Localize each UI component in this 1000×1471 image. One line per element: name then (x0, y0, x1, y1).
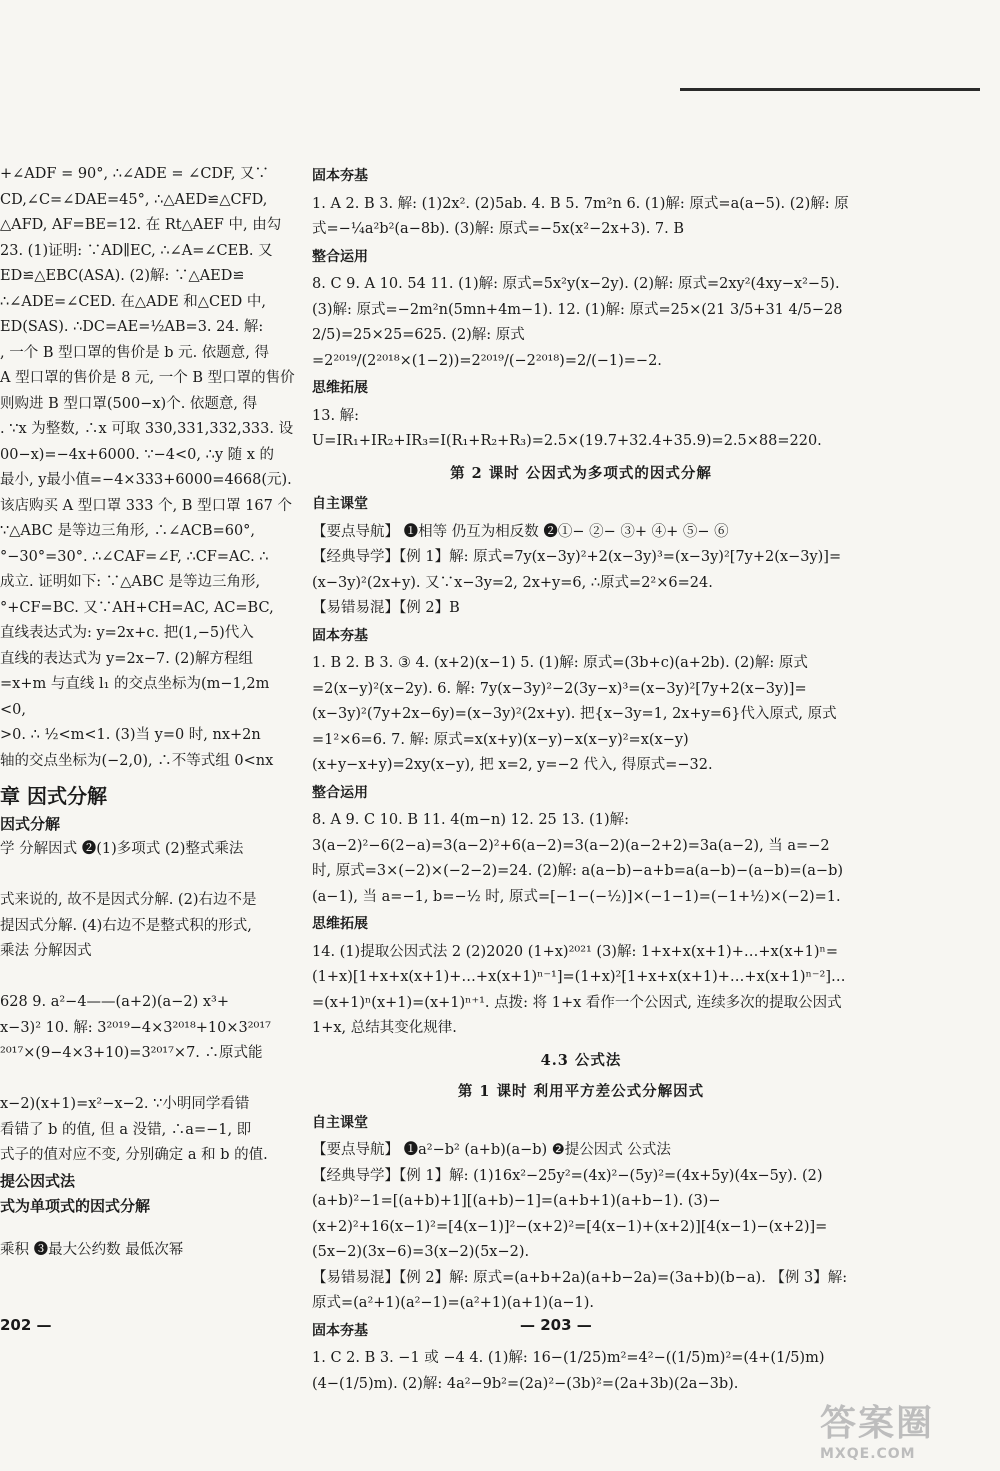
answer-paragraph: 13. 解: U=IR₁+IR₂+IR₃=I(R₁+R₂+R₃)=2.5×(19.7+32.4+35.9)=2.5×88=220. (312, 407, 822, 449)
section-heading: 整合运用 (312, 784, 368, 801)
left-column (0, 162, 300, 1263)
section-heading: 自主课堂 (312, 496, 368, 512)
answer-paragraph: 8. A 9. C 10. B 11. 4(m−n) 12. 25 13. (1)解: 3(a−2)²−6(2−a)=3(a−2)²+6(a−2)=3(a−2)(a−2+2)=3a(a−2), 当 a=−2 时, 原式=3×(−2)×(−2−2)=24. (2)解: a(a−b)−a+b=a(a−b)−(a−b)=(a−b)(a−1), 当 a=−1, b=−½ 时, 原式=[−1−(−½)]×(−1−1)=(−1+½)×(−2)=1. (312, 812, 844, 905)
left-text-line: , 一个 B 型口罩的售价是 b 元. 依题意, 得 (0, 344, 270, 361)
left-text-line: ED(SAS). ∴DC=AE=½AB=3. 24. 解: (0, 319, 264, 335)
left-text-line (0, 863, 300, 889)
left-text-line: A 型口罩的售价是 8 元, 一个 B 型口罩的售价 (0, 370, 295, 386)
left-text-line: 628 9. a²−4——(a+2)(a−2) x³+ (0, 994, 229, 1010)
left-text-line: ED≌△EBC(ASA). (2)解: ∵△AED≌ (0, 268, 245, 284)
section-heading: 思维拓展 (312, 380, 368, 396)
left-text-line: 该店购买 A 型口罩 333 个, B 型口罩 167 个 (0, 497, 292, 514)
left-lines-2 (0, 837, 300, 1169)
left-text-line: ∵△ABC 是等边三角形, ∴∠ACB=60°, (0, 523, 256, 539)
right-blocks (312, 164, 850, 1397)
left-text-line: <0, (0, 701, 26, 718)
top-rule (680, 88, 980, 91)
section-heading: 思维拓展 (312, 916, 368, 932)
left-text-line: 最小, y最小值=−4×333+6000=4668(元). (0, 472, 292, 488)
left-text-line: . ∵x 为整数, ∴x 可取 330,331,332,333. 设 (0, 421, 294, 437)
left-text-line (0, 1067, 300, 1093)
chapter-title: 章 因式分解 (0, 784, 107, 808)
lesson-title: 第 1 课时 利用平方差公式分解因式 (457, 1083, 705, 1100)
left-text-line: 学 分解因式 ❷(1)多项式 (2)整式乘法 (0, 841, 244, 857)
section-title: 因式分解 (0, 814, 61, 833)
answer-paragraph: 1. A 2. B 3. 解: (1)2x². (2)5ab. 4. B 5. 7m²n 6. (1)解: 原式=a(a−5). (2)解: 原式=−¼a²b²(a−8b). (3)解: 原式=−5x(x²−2x+3). 7. B (312, 195, 849, 237)
left-text-line: 提因式分解. (4)右边不是整式积的形式, (0, 917, 252, 934)
left-text-line: 式来说的, 故不是因式分解. (2)右边不是 (0, 892, 257, 908)
lesson-title: 4.3 公式法 (540, 1051, 622, 1069)
answer-paragraph: 14. (1)提取公因式法 2 (2)2020 (1+x)²⁰²¹ (3)解: 1+x+x(x+1)+…+x(x+1)ⁿ=(1+x)[1+x+x(x+1)+…+x(x+1)ⁿ⁻¹]=(1+x)²[1+x+x(x+1)+…+x(x+1)ⁿ⁻²]…=(x+1)ⁿ(x+1)=(x+1)ⁿ⁺¹. 点拨: 将 1+x 看作一个公因式, 连续多次的提取公因式 1+x, 总结其变化规律. (312, 943, 846, 1036)
left-text-line: 直线表达式为: y=2x+c. 把(1,−5)代入 (0, 625, 254, 641)
left-text-line: °−30°=30°. ∴∠CAF=∠F, ∴CF=AC. ∴ (0, 548, 269, 565)
left-text-line: 式子的值对应不变, 分别确定 a 和 b 的值. (0, 1147, 268, 1163)
left-text-line: +∠ADF = 90°, ∴∠ADE = ∠CDF, 又∵ (0, 166, 270, 182)
watermark-logo: 答案圈 (820, 1403, 935, 1444)
left-lines (0, 162, 300, 774)
answer-paragraph: 【要点导航】 ❶相等 仍互为相反数 ❷①− ②− ③+ ④+ ⑤− ⑥ (312, 523, 729, 540)
section-heading: 自主课堂 (312, 1114, 368, 1131)
lesson-title: 第 2 课时 公因式为多项式的因式分解 (450, 464, 712, 482)
answer-paragraph: 【易错易混】【例 2】解: 原式=(a+b+2a)(a+b−2a)=(3a+b)(b−a). 【例 3】解: 原式=(a²+1)(a²−1)=(a²+1)(a+1)(a−1). (312, 1269, 848, 1311)
left-text-line: 直线的表达式为 y=2x−7. (2)解方程组 (0, 650, 253, 667)
page-number-left: 202 — (0, 1316, 52, 1334)
section2-title: 提公因式法 (0, 1171, 76, 1190)
left-text-line (0, 965, 300, 991)
answer-paragraph: 1. C 2. B 3. −1 或 −4 4. (1)解: 16−(1/25)m²=4²−((1/5)m)²=(4+(1/5)m)(4−(1/5)m). (2)解: 4a²−9b²=(2a)²−(3b)²=(2a+3b)(2a−3b). (312, 1350, 825, 1392)
section-heading: 固本夯基 (312, 627, 368, 644)
section-heading: 固本夯基 (312, 168, 368, 184)
left-text-line: CD,∠C=∠DAE=45°, ∴△AED≌△CFD, (0, 191, 268, 208)
section-heading: 固本夯基 (312, 1322, 368, 1339)
left-text-line: x−2)(x+1)=x²−x−2. ∵小明同学看错 (0, 1096, 250, 1112)
left-text-line: △AFD, AF=BE=12. 在 Rt△AEF 中, 由勾 (0, 217, 282, 233)
answer-paragraph: 1. B 2. B 3. ③ 4. (x+2)(x−1) 5. (1)解: 原式=(3b+c)(a+2b). (2)解: 原式=2(x−y)²(x−2y). 6. 解: 7y(x−3y)²−2(3y−x)³=(x−3y)²[7y+2(x−3y)]=(x−3y)²(7y+2x−6y)=(x−3y)²(2x+y). 把{x−3y=1, 2x+y=6}代入原式, 原式=1²×6=6. 7. 解: 原式=x(x+y)(x−y)−x(x−y)²=x(x−y)(x+y−x+y)=2xy(x−y), 把 x=2, y=−2 代入, 得原式=−32. (312, 655, 837, 773)
left-text-line: 看错了 b 的值, 但 a 没错, ∴a=−1, 即 (0, 1121, 252, 1138)
left-text-line: 00−x)=−4x+6000. ∵−4<0, ∴y 随 x 的 (0, 446, 275, 463)
section-heading: 整合运用 (312, 248, 368, 265)
left-text-line: x−3)² 10. 解: 3²⁰¹⁹−4×3²⁰¹⁸+10×3²⁰¹⁷ (0, 1019, 271, 1036)
answer-paragraph: 【经典导学】【例 1】解: 原式=7y(x−3y)²+2(x−3y)³=(x−3y)²[7y+2(x−3y)]=(x−3y)²(2x+y). 又∵x−3y=2, 2x+y=6, ∴原式=2²×6=24. (312, 549, 842, 591)
watermark (820, 1395, 990, 1462)
page-number-right: — 203 — (520, 1316, 592, 1334)
left-text-line: 乘法 分解因式 (0, 943, 92, 959)
left-text-line: =x+m 与直线 l₁ 的交点坐标为(m−1,2m (0, 676, 270, 692)
answer-paragraph: 【要点导航】 ❶a²−b² (a+b)(a−b) ❷提公因式 公式法 (312, 1142, 671, 1158)
left-text-line: 则购进 B 型口罩(500−x)个. 依题意, 得 (0, 395, 258, 412)
left-text-line: 成立. 证明如下: ∵△ABC 是等边三角形, (0, 574, 261, 590)
left-text-line: 23. (1)证明: ∵AD∥EC, ∴∠A=∠CEB. 又 (0, 242, 273, 259)
right-column (312, 162, 850, 1397)
answer-paragraph: 8. C 9. A 10. 54 11. (1)解: 原式=5x²y(x−2y). (2)解: 原式=2xy²(4xy−x²−5). (3)解: 原式=−2m²n(5mn+4m−1). 12. (1)解: 原式=25×(21 3/5+31 4/5−28 2/5)=25×25=625. (2)解: 原式=2²⁰¹⁹/(2²⁰¹⁸×(1−2))=2²⁰¹⁹/(−2²⁰¹⁸)=2/(−1)=−2. (312, 276, 843, 369)
watermark-url: MXQE.COM (820, 1446, 916, 1462)
section3-title: 式为单项式的因式分解 (0, 1197, 151, 1215)
answer-paragraph: 【经典导学】【例 1】解: (1)16x²−25y²=(4x)²−(5y)²=(4x+5y)(4x−5y). (2)(a+b)²−1=[(a+b)+1][(a+b)−1]=(a+b+1)(a+b−1). (3)−(x+2)²+16(x−1)²=[4(x−1)]²−(x+2)²=[4(x−1)+(x+2)][4(x−1)−(x+2)]=(5x−2)(3x−6)=3(x−2)(5x−2). (312, 1167, 828, 1260)
left-text-line: ∴∠ADE=∠CED. 在△ADE 和△CED 中, (0, 293, 266, 310)
left-text-line: 轴的交点坐标为(−2,0), ∴不等式组 0<nx (0, 752, 274, 769)
answer-paragraph: 【易错易混】【例 2】B (312, 600, 460, 616)
left-text-line: °+CF=BC. 又∵AH+CH=AC, AC=BC, (0, 599, 274, 616)
left-text-line: ²⁰¹⁷×(9−4×3+10)=3²⁰¹⁷×7. ∴原式能 (0, 1045, 263, 1061)
left-text-line: >0. ∴ ½<m<1. (3)当 y=0 时, nx+2n (0, 727, 261, 743)
left-last-line: 乘积 ❸最大公约数 最低次幂 (0, 1241, 184, 1258)
